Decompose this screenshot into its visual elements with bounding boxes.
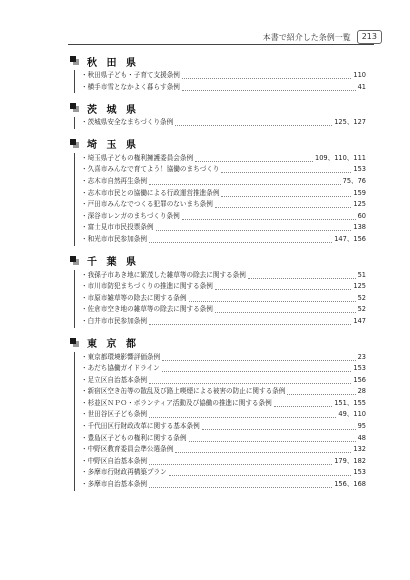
dot-leader <box>182 212 356 220</box>
ordinance-title: ・志木市市民との協働による行政運営推進条例 <box>81 188 220 197</box>
page-reference: 23 <box>357 352 366 361</box>
prefecture-section <box>70 337 366 491</box>
list-item <box>81 398 366 410</box>
dot-leader <box>195 154 313 162</box>
dot-leader <box>149 457 332 465</box>
page-reference: 60 <box>357 211 366 220</box>
prefecture-section <box>70 138 366 246</box>
ordinance-title: ・市川市防犯まちづくりの推進に関する条例 <box>81 282 213 291</box>
prefecture-section <box>70 102 366 129</box>
list-item <box>81 222 366 234</box>
entry-list <box>74 270 366 328</box>
page-reference: 125、127 <box>334 118 366 127</box>
square-bullet-icon <box>70 56 80 66</box>
page-reference: 109、110、111 <box>315 153 366 162</box>
ordinance-title: ・和光市市民参加条例 <box>81 234 147 243</box>
ordinance-title: ・新宿区空き缶等の散乱及び路上喫煙による被害の防止に関する条例 <box>81 387 286 396</box>
list-item <box>81 293 366 305</box>
page-reference: 153 <box>353 468 366 477</box>
prefecture-section <box>70 255 366 328</box>
dot-leader <box>149 376 351 384</box>
ordinance-title: ・世田谷区子ども条例 <box>81 410 147 419</box>
prefecture-section <box>70 55 366 93</box>
section-heading <box>70 102 366 114</box>
page-reference: 51 <box>357 270 366 279</box>
list-item <box>81 433 366 445</box>
ordinance-title: ・豊島区子どもの権利に関する条例 <box>81 433 187 442</box>
list-item <box>81 82 366 94</box>
dot-leader <box>162 364 352 372</box>
page-reference: 95 <box>357 422 366 431</box>
list-item <box>81 444 366 456</box>
ordinance-title: ・多摩市自治基本条例 <box>81 480 147 489</box>
page-reference: 147、156 <box>334 234 366 243</box>
ordinance-index <box>70 55 366 500</box>
list-item <box>81 316 366 328</box>
page-reference: 153 <box>353 364 366 373</box>
list-item <box>81 456 366 468</box>
ordinance-title: ・多摩市行財政再構築プラン <box>81 468 167 477</box>
list-item <box>81 211 366 223</box>
dot-leader <box>149 177 341 185</box>
prefecture-name: 東 京 都 <box>87 339 139 350</box>
square-bullet-icon <box>70 103 80 113</box>
ordinance-title: ・久喜市みんなで育てよう！協働のまちづくり <box>81 165 220 174</box>
dot-leader <box>221 165 351 173</box>
list-item <box>81 234 366 246</box>
dot-leader <box>182 71 352 79</box>
ordinance-title: ・佐倉市空き地の雑草等の除去に関する条例 <box>81 305 213 314</box>
list-item <box>81 363 366 375</box>
entry-list <box>74 117 366 129</box>
list-item <box>81 199 366 211</box>
ordinance-title: ・白井市市民参加条例 <box>81 316 147 325</box>
dot-leader <box>274 399 333 407</box>
dot-leader <box>149 235 332 243</box>
list-item <box>81 70 366 82</box>
dot-leader <box>162 353 355 361</box>
ordinance-title: ・埼玉県子どもの権利擁護委員会条例 <box>81 153 194 162</box>
list-item <box>81 153 366 165</box>
prefecture-name: 秋 田 県 <box>87 57 139 69</box>
list-item <box>81 421 366 433</box>
dot-leader <box>215 282 352 290</box>
ordinance-title: ・深谷市レンガのまちづくり条例 <box>81 211 180 220</box>
dot-leader <box>149 410 336 418</box>
entry-list <box>74 352 366 491</box>
ordinance-title: ・足立区自治基本条例 <box>81 375 147 384</box>
dot-leader <box>248 271 356 279</box>
dot-leader <box>221 189 351 197</box>
page-reference: 125 <box>353 200 366 209</box>
ordinance-title: ・茨城県安全なまちづくり条例 <box>81 118 174 127</box>
ordinance-title: ・中野区自治基本条例 <box>81 456 147 465</box>
dot-leader <box>189 294 356 302</box>
dot-leader <box>287 387 355 395</box>
list-item <box>81 304 366 316</box>
page-reference: 48 <box>357 433 366 442</box>
list-item <box>81 117 366 129</box>
page-reference: 156、168 <box>334 480 366 489</box>
dot-leader <box>189 434 356 442</box>
ordinance-title: ・志木市自然再生条例 <box>81 176 147 185</box>
page-reference: 138 <box>353 223 366 232</box>
section-heading <box>70 337 366 349</box>
page-reference: 75、76 <box>342 176 366 185</box>
list-item <box>81 188 366 200</box>
dot-leader <box>149 317 351 325</box>
list-item <box>81 281 366 293</box>
ordinance-title: ・富士見市市民投票条例 <box>81 223 154 232</box>
ordinance-title: ・東京都環境影響評価条例 <box>81 352 161 361</box>
entry-list <box>74 153 366 246</box>
list-item <box>81 467 366 479</box>
entry-list <box>74 70 366 93</box>
page-reference: 28 <box>357 387 366 396</box>
page-number: 213 <box>357 30 382 44</box>
running-header-title: 本書で紹介した条例一覧 <box>262 32 351 42</box>
list-item <box>81 352 366 364</box>
page-reference: 110 <box>353 71 366 79</box>
ordinance-title: ・中野区教育委員会準公選条例 <box>81 445 174 454</box>
list-item <box>81 479 366 491</box>
page-reference: 52 <box>357 305 366 314</box>
list-item <box>81 270 366 282</box>
square-bullet-icon <box>70 338 80 348</box>
page-reference: 49、110 <box>338 410 366 419</box>
ordinance-title: ・千代田区行財政改革に関する基本条例 <box>81 422 200 431</box>
dot-leader <box>169 468 352 476</box>
prefecture-name: 茨 城 県 <box>87 104 139 116</box>
ordinance-title: ・あだち協働ガイドライン <box>81 364 160 373</box>
dot-leader <box>149 480 332 488</box>
dot-leader <box>182 83 356 91</box>
page-reference: 159 <box>353 188 366 197</box>
page-reference: 147 <box>353 316 366 325</box>
ordinance-title: ・杉並区ＮＰＯ・ボランティア活動及び協働の推進に関する条例 <box>81 398 272 407</box>
ordinance-title: ・我孫子市あき地に繁茂した雑草等の除去に関する条例 <box>81 270 246 279</box>
list-item <box>81 375 366 387</box>
page-reference: 151、155 <box>334 398 366 407</box>
section-heading <box>70 255 366 267</box>
prefecture-name: 千 葉 県 <box>87 257 139 269</box>
list-item <box>81 164 366 176</box>
page-reference: 153 <box>353 165 366 174</box>
section-heading <box>70 138 366 150</box>
page-reference: 41 <box>357 82 366 91</box>
list-item <box>81 409 366 421</box>
ordinance-title: ・秋田県子ども・子育て支援条例 <box>81 71 180 79</box>
dot-leader <box>202 422 356 430</box>
list-item <box>81 176 366 188</box>
square-bullet-icon <box>70 139 80 149</box>
page-reference: 156 <box>353 375 366 384</box>
page-reference: 125 <box>353 282 366 291</box>
prefecture-name: 埼 玉 県 <box>87 140 139 152</box>
page-reference: 179、182 <box>334 456 366 465</box>
square-bullet-icon <box>70 256 80 266</box>
page-reference: 52 <box>357 293 366 302</box>
dot-leader <box>215 200 352 208</box>
ordinance-title: ・戸田市みんなでつくる犯罪のないまち条例 <box>81 200 213 209</box>
header-rule <box>68 44 374 45</box>
dot-leader <box>175 118 332 126</box>
dot-leader <box>156 223 352 231</box>
ordinance-title: ・市原市雑草等の除去に関する条例 <box>81 293 187 302</box>
list-item <box>81 386 366 398</box>
ordinance-title: ・横手市雪となかよく暮らす条例 <box>81 82 180 91</box>
dot-leader <box>175 445 351 453</box>
page-reference: 132 <box>353 445 366 454</box>
section-heading <box>70 55 366 67</box>
running-header <box>263 30 382 44</box>
dot-leader <box>215 305 356 313</box>
